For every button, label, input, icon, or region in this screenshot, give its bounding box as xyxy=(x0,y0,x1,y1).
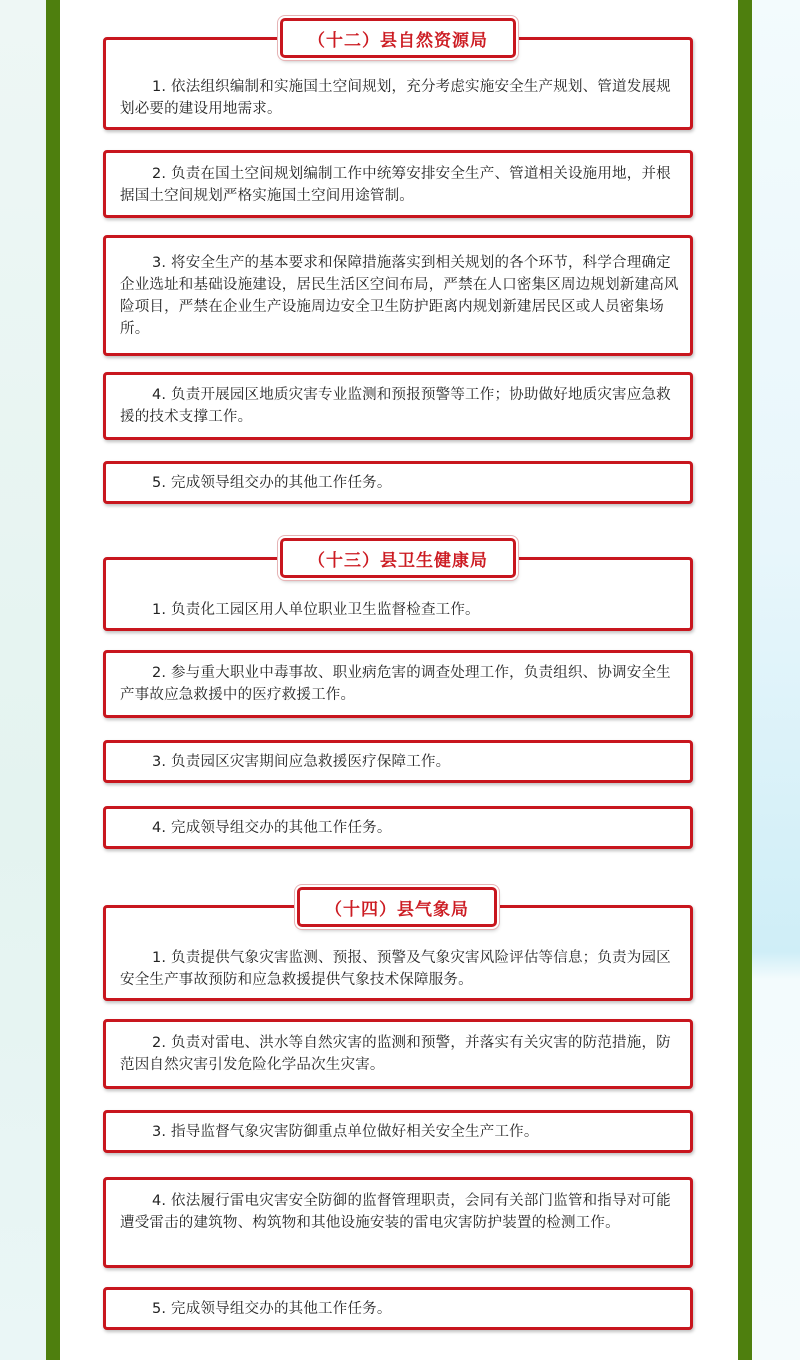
section-12-item-4 xyxy=(103,372,693,440)
section-13-item-4 xyxy=(103,806,693,849)
item-text: 1. 负责化工园区用人单位职业卫生监督检查工作。 xyxy=(152,602,480,618)
left-background xyxy=(0,0,48,1360)
item-text: 4. 完成领导组交办的其他工作任务。 xyxy=(152,819,392,836)
item-text: 4. 负责开展园区地质灾害专业监测和预报预警等工作；协助做好地质灾害应急救援的技术支撑工作。 xyxy=(120,387,671,425)
section-13-item-2 xyxy=(103,650,693,718)
item-text: 1. 负责提供气象灾害监测、预报、预警及气象灾害风险评估等信息；负责为园区安全生产事故预防和应急救援提供气象技术保障服务。 xyxy=(120,950,671,988)
item-text: 3. 将安全生产的基本要求和保障措施落实到相关规划的各个环节，科学合理确定企业选址和基础设施建设，居民生活区空间布局，严禁在人口密集区周边规划新建高风险项目，严禁在企业生产设施周边安全卫生防护距离内规划新建居民区或人员密集场所。 xyxy=(120,255,679,337)
section-12-heading: （十二）县自然资源局 xyxy=(280,18,516,58)
right-green-border xyxy=(738,0,752,1360)
right-background xyxy=(748,0,800,1360)
item-text: 1. 依法组织编制和实施国土空间规划，充分考虑实施安全生产规划、管道发展规划必要的建设用地需求。 xyxy=(120,79,671,117)
section-12-item-5 xyxy=(103,461,693,504)
item-text: 3. 负责园区灾害期间应急救援医疗保障工作。 xyxy=(152,753,451,770)
item-text: 2. 负责对雷电、洪水等自然灾害的监测和预警，并落实有关灾害的防范措施，防范因自然灾害引发危险化学品次生灾害。 xyxy=(120,1035,671,1073)
item-text: 4. 依法履行雷电灾害安全防御的监督管理职责，会同有关部门监管和指导对可能遭受雷击的建筑物、构筑物和其他设施安装的雷电灾害防护装置的检测工作。 xyxy=(120,1193,671,1231)
section-14-item-3 xyxy=(103,1110,693,1153)
left-green-border xyxy=(46,0,60,1360)
section-13-item-3 xyxy=(103,740,693,783)
item-text: 5. 完成领导组交办的其他工作任务。 xyxy=(152,1300,392,1317)
section-12-item-2 xyxy=(103,150,693,218)
section-14-item-4 xyxy=(103,1177,693,1268)
item-text: 5. 完成领导组交办的其他工作任务。 xyxy=(152,474,392,491)
section-12-item-3 xyxy=(103,235,693,356)
section-13-heading: （十三）县卫生健康局 xyxy=(280,538,516,578)
section-14-item-2 xyxy=(103,1019,693,1089)
section-14-heading: （十四）县气象局 xyxy=(297,887,497,927)
item-text: 3. 指导监督气象灾害防御重点单位做好相关安全生产工作。 xyxy=(152,1123,539,1140)
section-14-item-5 xyxy=(103,1287,693,1330)
item-text: 2. 负责在国土空间规划编制工作中统筹安排安全生产、管道相关设施用地，并根据国土空间规划严格实施国土空间用途管制。 xyxy=(120,166,671,204)
item-text: 2. 参与重大职业中毒事故、职业病危害的调查处理工作，负责组织、协调安全生产事故应急救援中的医疗救援工作。 xyxy=(120,665,671,703)
